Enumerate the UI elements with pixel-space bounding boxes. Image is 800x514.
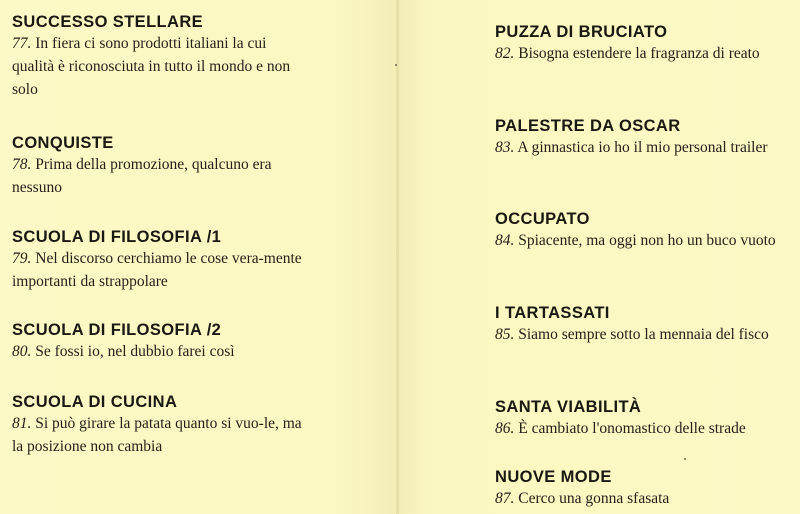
entry-82 bbox=[495, 22, 785, 65]
entry-body: Siamo sempre sotto la mennaia del fisco bbox=[518, 326, 769, 343]
entry-body: Si può girare la patata quanto si vuo-le, ma la posizione non cambia bbox=[12, 415, 302, 455]
entry-title: I TARTASSATI bbox=[495, 304, 610, 322]
entry-87 bbox=[495, 467, 785, 510]
entry-title: SCUOLA DI FILOSOFIA /2 bbox=[12, 321, 222, 339]
entry-text bbox=[495, 323, 785, 346]
entry-text bbox=[495, 42, 785, 65]
entry-80 bbox=[12, 320, 312, 363]
entry-body: Bisogna estendere la fragranza di reato bbox=[518, 45, 760, 62]
paper-speck bbox=[684, 458, 686, 460]
entry-number: 85. bbox=[495, 326, 515, 343]
entry-number: 87. bbox=[495, 490, 515, 507]
entry-text bbox=[495, 487, 785, 510]
entry-text bbox=[495, 417, 785, 440]
entry-title: SANTA VIABILITÀ bbox=[495, 398, 642, 416]
entry-body: In fiera ci sono prodotti italiani la cui qualità è riconosciuta in tutto il mondo e non solo bbox=[12, 35, 291, 98]
entry-text bbox=[12, 247, 312, 293]
entry-77 bbox=[12, 12, 312, 101]
entry-text bbox=[12, 32, 312, 101]
book-gutter bbox=[396, 0, 399, 514]
entry-title: SCUOLA DI CUCINA bbox=[12, 393, 178, 411]
paper-speck bbox=[395, 64, 397, 66]
entry-title: PALESTRE DA OSCAR bbox=[495, 117, 681, 135]
entry-number: 81. bbox=[12, 415, 32, 432]
entry-83 bbox=[495, 116, 785, 159]
entry-body: Spiacente, ma oggi non ho un buco vuoto bbox=[518, 232, 776, 249]
entry-number: 84. bbox=[495, 232, 515, 249]
entry-text bbox=[495, 229, 785, 252]
entry-body: È cambiato l'onomastico delle strade bbox=[518, 420, 746, 437]
entry-number: 82. bbox=[495, 45, 515, 62]
entry-text bbox=[12, 412, 312, 458]
entry-body: Nel discorso cerchiamo le cose vera-mente importanti da strappolare bbox=[12, 250, 302, 290]
entry-text bbox=[12, 153, 312, 199]
entry-85 bbox=[495, 303, 785, 346]
entry-body: Se fossi io, nel dubbio farei così bbox=[35, 343, 235, 360]
entry-text bbox=[495, 136, 785, 159]
entry-text bbox=[12, 340, 312, 363]
entry-title: OCCUPATO bbox=[495, 210, 590, 228]
entry-number: 78. bbox=[12, 156, 32, 173]
entry-86 bbox=[495, 397, 785, 440]
entry-number: 83. bbox=[495, 139, 515, 156]
entry-title: SCUOLA DI FILOSOFIA /1 bbox=[12, 228, 222, 246]
entry-title: SUCCESSO STELLARE bbox=[12, 13, 204, 31]
entry-title: PUZZA DI BRUCIATO bbox=[495, 23, 668, 41]
entry-body: Prima della promozione, qualcuno era nessuno bbox=[12, 156, 272, 196]
entry-body: Cerco una gonna sfasata bbox=[518, 490, 670, 507]
entry-number: 77. bbox=[12, 35, 32, 52]
entry-number: 86. bbox=[495, 420, 515, 437]
entry-body: A ginnastica io ho il mio personal trailer bbox=[517, 139, 768, 156]
entry-78 bbox=[12, 133, 312, 199]
entry-number: 80. bbox=[12, 343, 32, 360]
entry-number: 79. bbox=[12, 250, 32, 267]
entry-84 bbox=[495, 209, 785, 252]
entry-81 bbox=[12, 392, 312, 458]
entry-title: CONQUISTE bbox=[12, 134, 114, 152]
entry-title: NUOVE MODE bbox=[495, 468, 612, 486]
entry-79 bbox=[12, 227, 312, 293]
